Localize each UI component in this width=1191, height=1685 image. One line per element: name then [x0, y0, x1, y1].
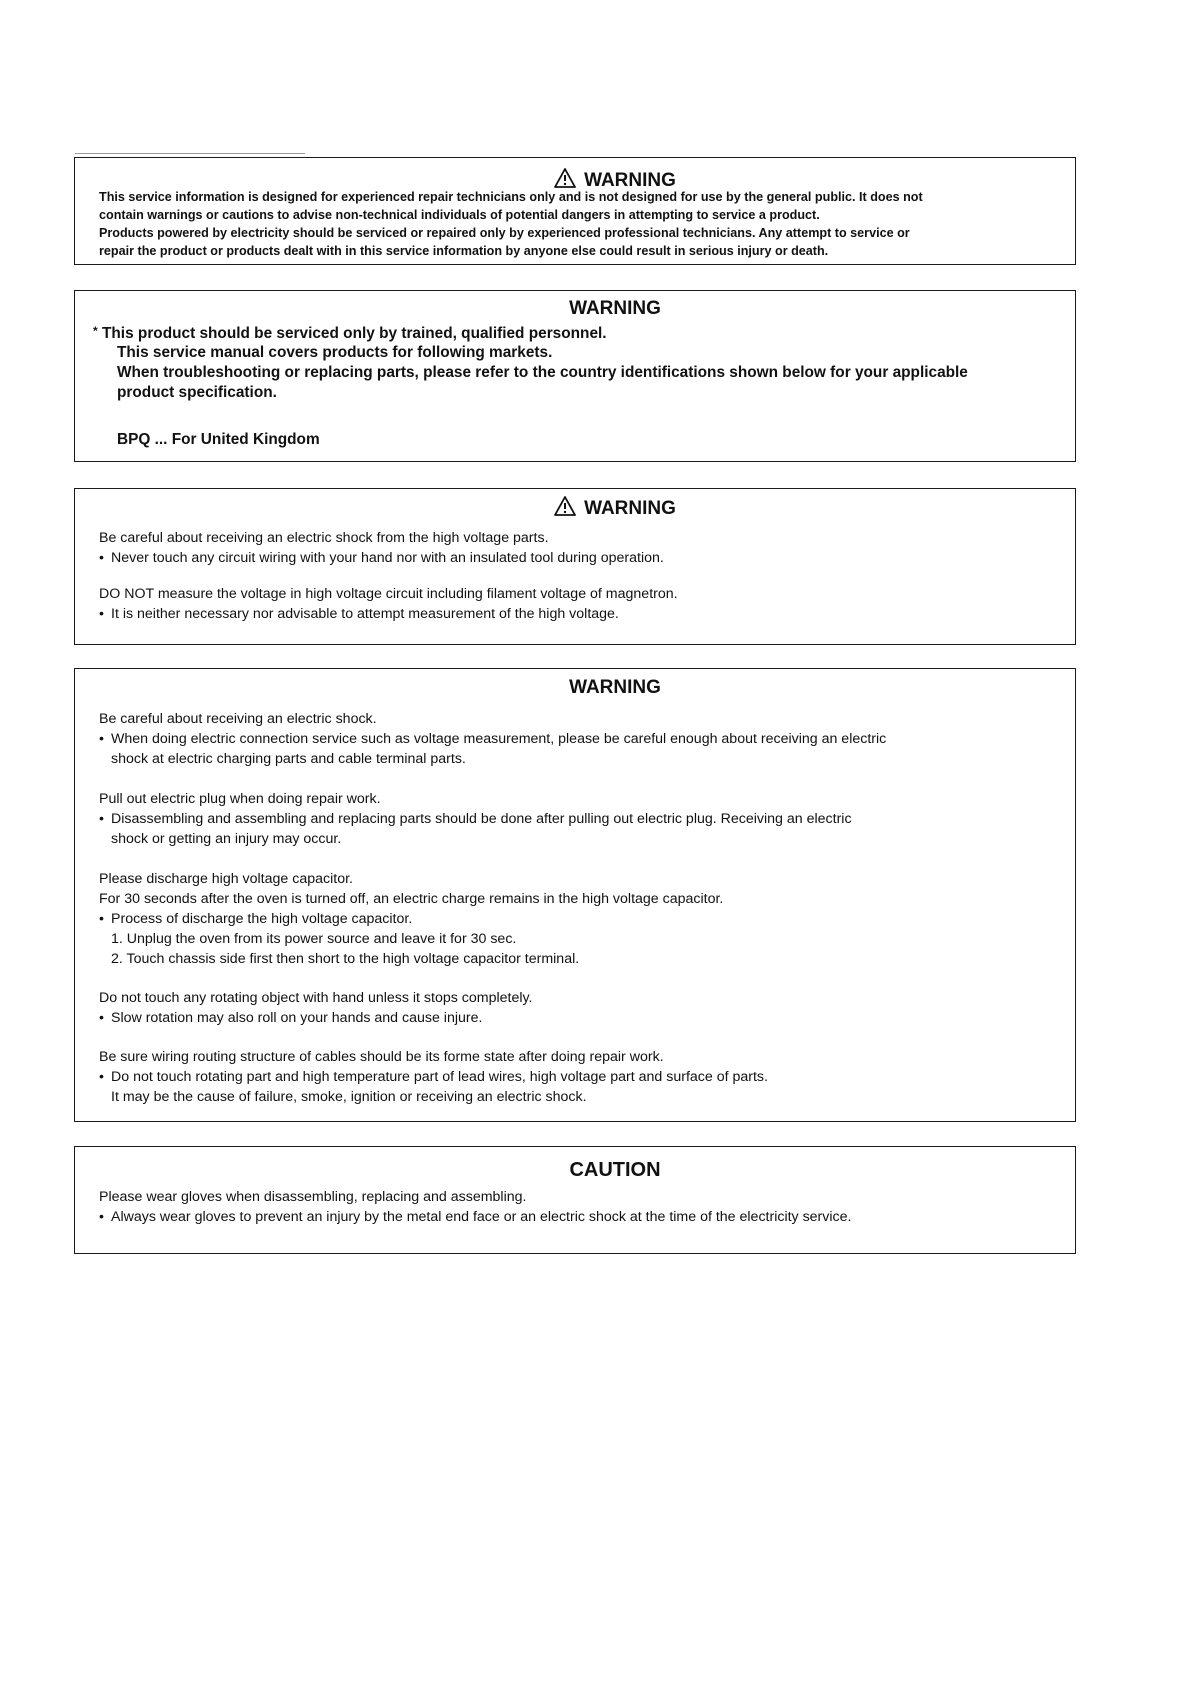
notice-qualified-personnel: [74, 290, 1076, 462]
star-bullet: *: [93, 324, 98, 338]
notice-bullet-line: • Slow rotation may also roll on your hands and cause injure.: [99, 1010, 483, 1026]
bullet: •: [99, 731, 104, 747]
notice-line: This service information is designed for experienced repair technicians only and is not designed for use by the general public. It does not: [99, 190, 923, 204]
warning-triangle-icon: [554, 496, 576, 516]
heading-row: [75, 496, 1075, 520]
notice-line: Please discharge high voltage capacitor.: [99, 871, 353, 887]
bullet: •: [99, 1069, 104, 1085]
notice-bullet-line: • Do not touch rotating part and high temperature part of lead wires, high voltage part and surface of parts.: [99, 1069, 768, 1085]
notice-general-warning: [74, 157, 1076, 265]
notice-bullet-line: • It is neither necessary nor advisable to attempt measurement of the high voltage.: [99, 606, 619, 622]
notice-line: Please wear gloves when disassembling, replacing and assembling.: [99, 1189, 527, 1205]
notice-bullet-line: • Always wear gloves to prevent an injury by the metal end face or an electric shock at the time of the electricity service.: [99, 1209, 852, 1225]
notice-line: For 30 seconds after the oven is turned off, an electric charge remains in the high voltage capacitor.: [99, 891, 724, 907]
heading-row: [75, 1159, 1075, 1181]
notice-line: Products powered by electricity should be serviced or repaired only by experienced professional technicians. Any attempt to service or: [99, 226, 910, 240]
notice-bullet-line: • When doing electric connection service such as voltage measurement, please be careful enough about receiving an electric: [99, 731, 887, 747]
step-line: 1. Unplug the oven from its power source and leave it for 30 sec.: [111, 931, 517, 947]
top-rule: [75, 153, 305, 154]
heading-row: [75, 168, 1075, 192]
warning-triangle-icon: [554, 168, 576, 188]
notice-line: Do not touch any rotating object with hand unless it stops completely.: [99, 990, 533, 1006]
bullet: •: [99, 1209, 104, 1225]
notice-line: DO NOT measure the voltage in high voltage circuit including filament voltage of magnetron.: [99, 586, 678, 602]
heading-row: [75, 298, 1075, 320]
notice-line: shock or getting an injury may occur.: [111, 831, 342, 847]
notice-line: This service manual covers products for following markets.: [117, 344, 553, 361]
notice-caution-gloves: [74, 1146, 1076, 1254]
notice-heading: CAUTION: [569, 1159, 661, 1181]
notice-heading: WARNING: [584, 170, 676, 191]
notice-line: Be careful about receiving an electric shock.: [99, 711, 377, 727]
notice-line: Be sure wiring routing structure of cables should be its forme state after doing repair work.: [99, 1049, 664, 1065]
bullet: •: [99, 606, 104, 622]
notice-line: Pull out electric plug when doing repair work.: [99, 791, 381, 807]
notice-heading: WARNING: [569, 677, 661, 698]
notice-line: It may be the cause of failure, smoke, ignition or receiving an electric shock.: [111, 1089, 587, 1105]
notice-bullet-line: • Disassembling and assembling and replacing parts should be done after pulling out electric plug. Receiving an electric: [99, 811, 852, 827]
notice-line: contain warnings or cautions to advise non-technical individuals of potential dangers in attempting to service a product.: [99, 208, 820, 222]
notice-line: When troubleshooting or replacing parts, please refer to the country identifications shown below for your applicable: [117, 364, 968, 381]
notice-heading: WARNING: [584, 498, 676, 519]
heading-row: [75, 677, 1075, 699]
bullet: •: [99, 1010, 104, 1026]
notice-line: Be careful about receiving an electric shock from the high voltage parts.: [99, 530, 549, 546]
notice-line: shock at electric charging parts and cable terminal parts.: [111, 751, 466, 767]
bullet: •: [99, 911, 104, 927]
notice-high-voltage: [74, 488, 1076, 645]
bullet: •: [99, 550, 104, 566]
bullet: •: [99, 811, 104, 827]
notice-bullet-line: • Never touch any circuit wiring with your hand nor with an insulated tool during operation.: [99, 550, 664, 566]
notice-heading: WARNING: [569, 298, 661, 319]
notice-electric-shock: [74, 668, 1076, 1122]
notice-line: product specification.: [117, 384, 277, 401]
notice-line: * This product should be serviced only by trained, qualified personnel.: [93, 324, 607, 342]
market-identification: BPQ ... For United Kingdom: [117, 431, 320, 448]
notice-bullet-line: • Process of discharge the high voltage capacitor.: [99, 911, 413, 927]
notice-line: repair the product or products dealt with in this service information by anyone else could result in serious injury or death.: [99, 244, 829, 258]
step-line: 2. Touch chassis side first then short to the high voltage capacitor terminal.: [111, 951, 580, 967]
